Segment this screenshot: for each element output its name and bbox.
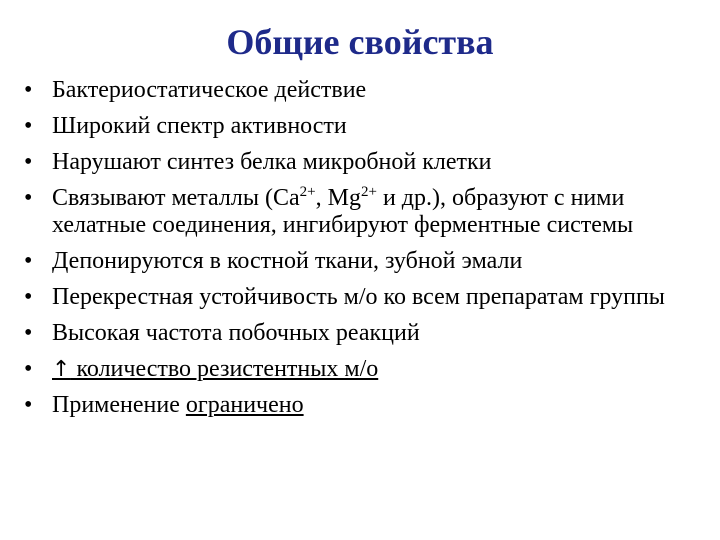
bullet-dot-icon: • — [24, 149, 33, 175]
bullet-dot-icon: • — [24, 77, 33, 103]
up-arrow-icon: ↑ — [52, 357, 71, 382]
bullet-text: Перекрестная устойчивость м/о ко всем препаратам группы — [52, 284, 665, 310]
bullet-dot-icon: • — [24, 248, 33, 274]
bullet-text-part: и др.), образуют с ними хелатные соединения, ингибируют ферментные системы — [52, 185, 634, 238]
bullet-dot-icon: • — [24, 392, 33, 418]
bullet-text: Депонируются в костной ткани, зубной эмали — [52, 248, 523, 274]
bullet-item — [20, 356, 710, 383]
bullet-item — [20, 392, 710, 419]
bullet-item — [20, 113, 710, 140]
bullet-item — [20, 77, 710, 104]
bullet-item — [20, 248, 710, 275]
bullet-text: Высокая частота побочных реакций — [52, 320, 420, 346]
bullet-item — [20, 284, 710, 311]
ion-charge-mg: 2+ — [360, 184, 377, 200]
underlined-word: ограничено — [185, 392, 304, 418]
bullet-dot-icon: • — [24, 320, 33, 346]
bullet-text-part: , Mg — [315, 185, 361, 211]
ion-charge-ca: 2+ — [299, 184, 316, 200]
bullet-item — [20, 320, 710, 347]
bullet-item — [20, 185, 710, 239]
bullet-text: Бактериостатическое действие — [52, 77, 367, 103]
bullet-text: количество резистентных м/о — [70, 356, 379, 382]
bullet-text: Применение — [52, 392, 186, 418]
bullet-dot-icon: • — [24, 113, 33, 139]
bullet-dot-icon: • — [24, 185, 33, 211]
bullet-dot-icon: • — [24, 284, 33, 310]
bullet-text: Нарушают синтез белка микробной клетки — [52, 149, 492, 175]
bullet-text-part: Связывают металлы (Ca — [52, 185, 300, 211]
slide-title: Общие свойства — [226, 22, 494, 62]
bullet-dot-icon: • — [24, 356, 33, 382]
resistance-text — [52, 356, 378, 382]
bullet-item — [20, 149, 710, 176]
bullet-text: Широкий спектр активности — [52, 113, 347, 139]
bullet-list — [20, 77, 710, 428]
